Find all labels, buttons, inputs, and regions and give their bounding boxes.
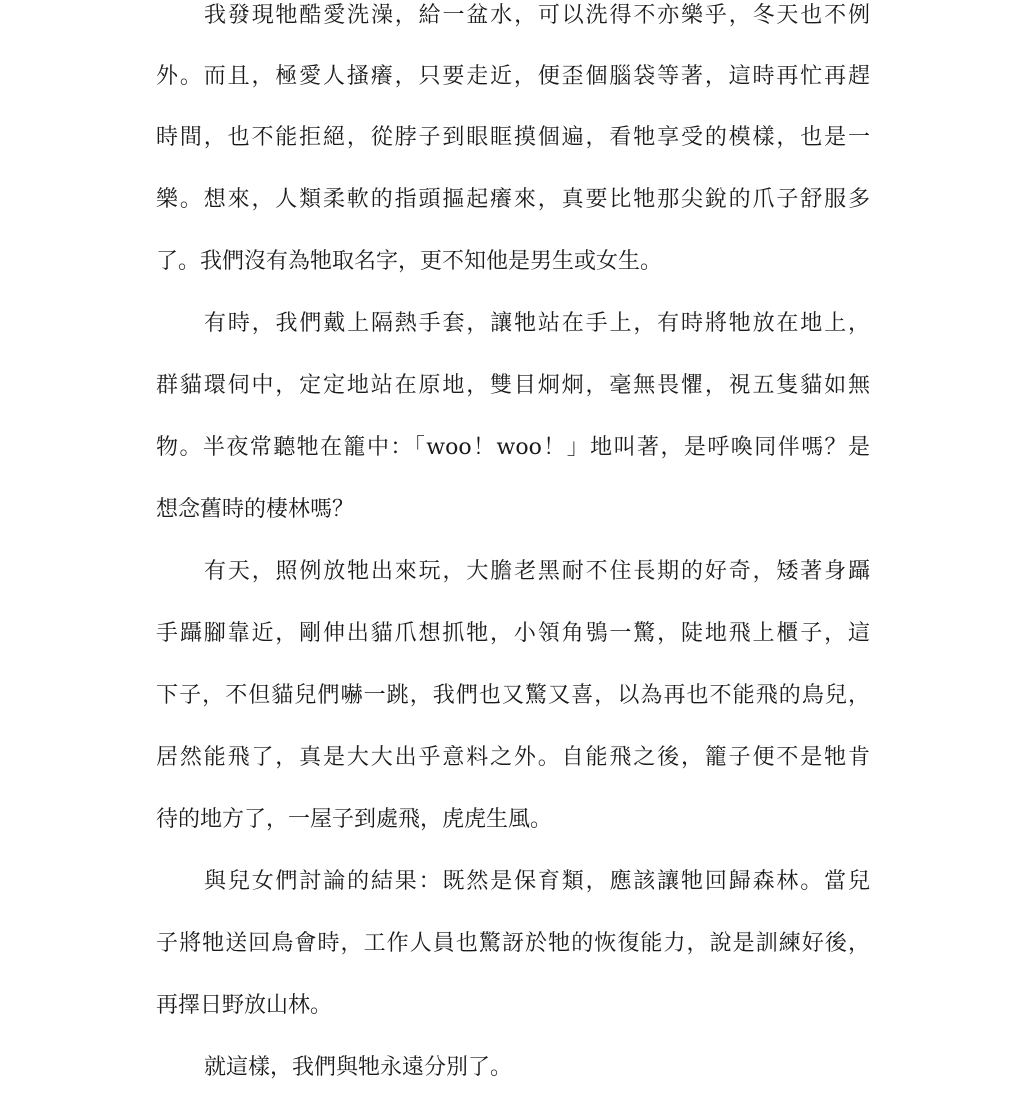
paragraph-1-line-3: 時間，也不能拒絕，從脖子到眼眶摸個遍，看牠享受的模樣，也是一 [156,125,870,150]
paragraph-4-line-1: 與兒女們討論的結果：既然是保育類，應該讓牠回歸森林。當兒 [204,869,870,894]
paragraph-4-line-2: 子將牠送回鳥會時，工作人員也驚訝於牠的恢復能力，說是訓練好後， [156,931,870,956]
paragraph-1-line-4: 樂。想來，人類柔軟的指頭摳起癢來，真要比牠那尖銳的爪子舒服多 [156,187,870,212]
paragraph-3-line-3: 下子，不但貓兒們嚇一跳，我們也又驚又喜，以為再也不能飛的鳥兒， [156,683,870,708]
paragraph-1-line-5: 了。我們沒有為牠取名字，更不知他是男生或女生。 [156,249,663,274]
paragraph-3-line-1: 有天，照例放牠出來玩，大膽老黑耐不住長期的好奇，矮著身躡 [204,559,870,584]
paragraph-1-line-1: 我發現牠酷愛洗澡，給一盆水，可以洗得不亦樂乎，冬天也不例 [204,3,870,28]
paragraph-3-line-5: 待的地方了，一屋子到處飛，虎虎生風。 [156,807,553,832]
paragraph-3-line-2: 手躡腳靠近，剛伸出貓爪想抓牠，小領角鴞一驚，陡地飛上櫃子，這 [156,621,870,646]
paragraph-4-line-3: 再擇日野放山林。 [156,993,333,1018]
paragraph-2-line-4: 想念舊時的棲林嗎？ [156,497,355,522]
paragraph-2-line-1: 有時，我們戴上隔熱手套，讓牠站在手上，有時將牠放在地上， [204,311,870,336]
paragraph-2-line-2: 群貓環伺中，定定地站在原地，雙目炯炯，毫無畏懼，視五隻貓如無 [156,373,870,398]
paragraph-3-line-4: 居然能飛了，真是大大出乎意料之外。自能飛之後，籠子便不是牠肯 [156,745,870,770]
paragraph-5-line-1: 就這樣，我們與牠永遠分別了。 [204,1055,513,1080]
paragraph-2-line-3: 物。半夜常聽牠在籠中：「woo！woo！」地叫著，是呼喚同伴嗎？是 [156,435,870,460]
paragraph-1-line-2: 外。而且，極愛人搔癢，只要走近，便歪個腦袋等著，這時再忙再趕 [156,64,870,89]
